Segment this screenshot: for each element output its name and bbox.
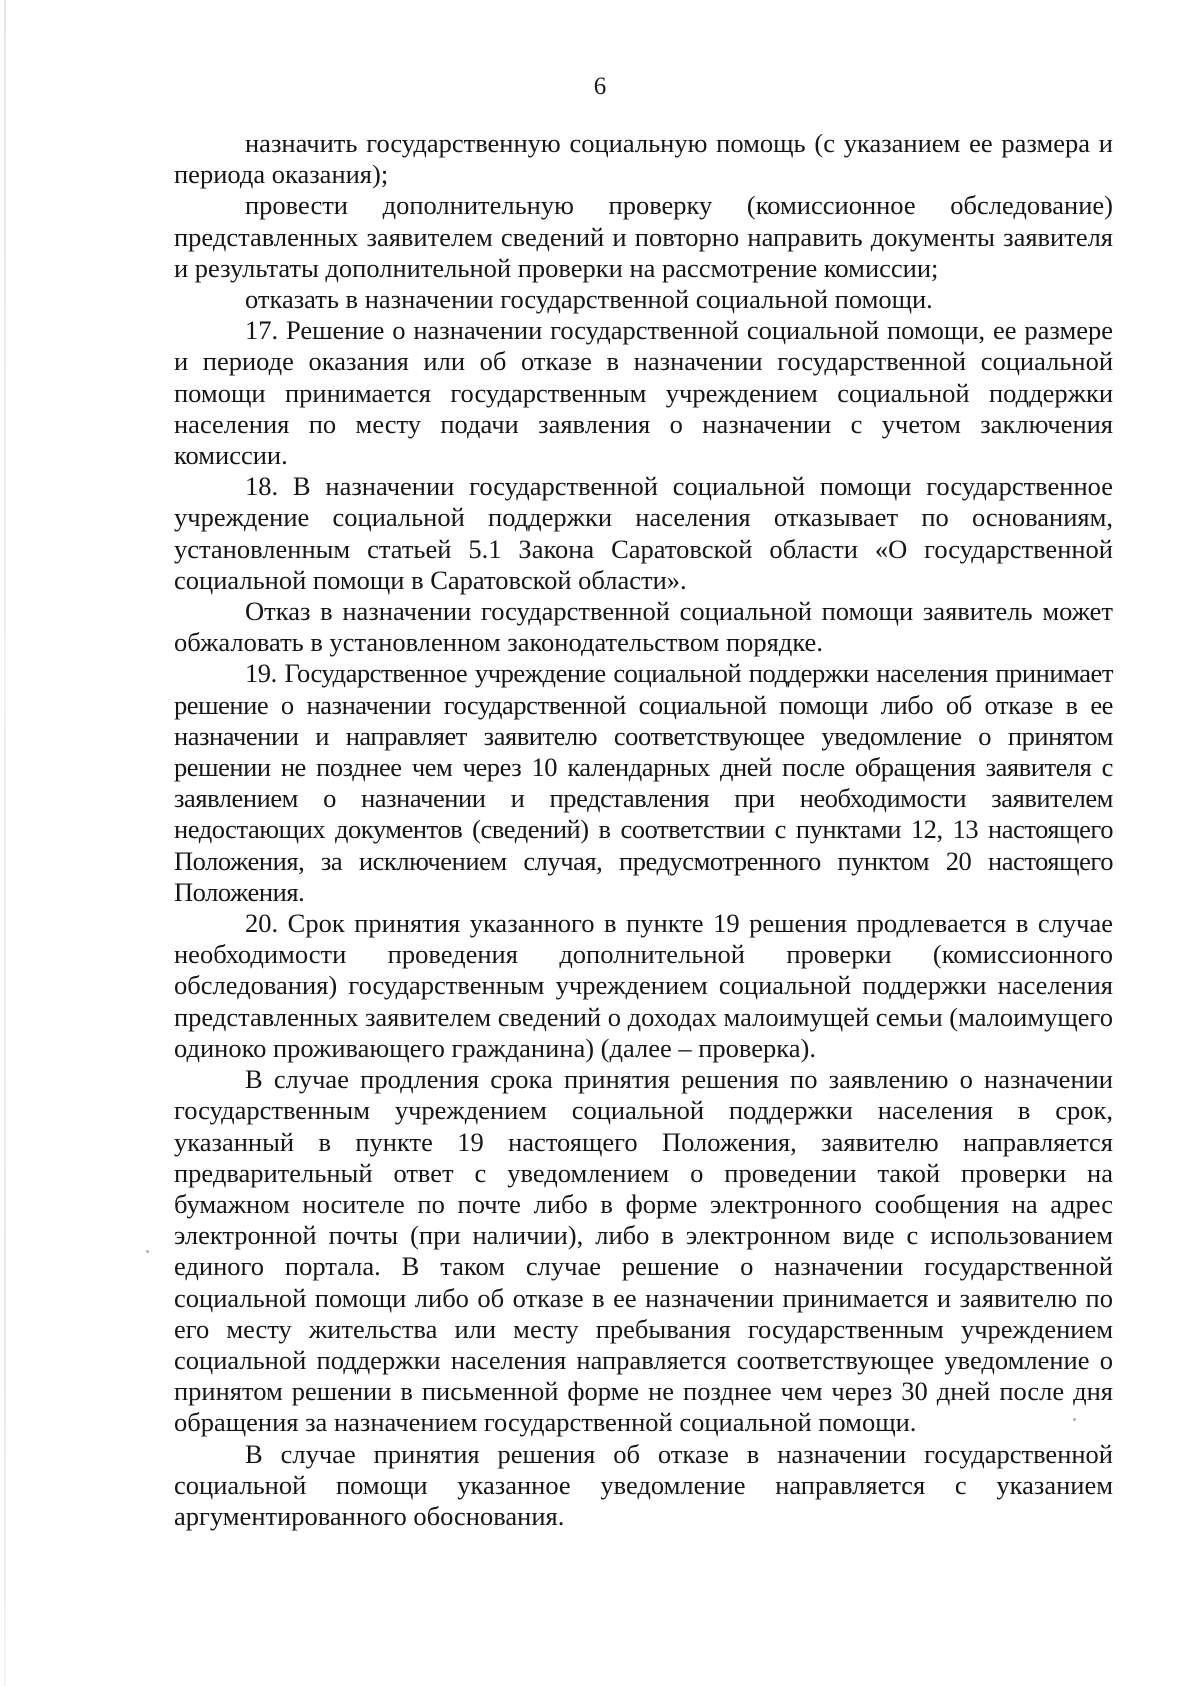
page-number: 6: [593, 73, 607, 100]
paragraph-item-19: 19. Государственное учреждение социальной поддержки населения принимает решение о назначении государственной социальной помощи либо об отказе в ее назначении и направляет заявителю соответствующее уведомление о принятом решении не позднее чем через 10 календарных дней после обращения заявителя с заявлением о назначении и представления при необходимости заявителем недостающих документов (сведений) в соответствии с пунктами 12, 13 настоящего Положения, за исключением случая, предусмотренного пунктом 20 настоящего Положения.: [174, 658, 1113, 907]
paragraph: назначить государственную социальную помощь (с указанием ее размера и периода оказания);: [174, 128, 1113, 190]
scan-edge-shadow: [4, 0, 6, 1686]
scan-speck: [1073, 1418, 1076, 1421]
document-body: [174, 128, 1113, 1532]
paragraph: В случае принятия решения об отказе в назначении государственной социальной помощи указанное уведомление направляется с указанием аргументированного обоснования.: [174, 1438, 1113, 1531]
paragraph: В случае продления срока принятия решения по заявлению о назначении государственным учреждением социальной поддержки населения в срок, указанный в пункте 19 настоящего Положения, заявителю направляется предварительный ответ с уведомлением о проведении такой проверки на бумажном носителе по почте либо в форме электронного сообщения на адрес электронной почты (при наличии), либо в электронном виде с использованием единого портала. В таком случае решение о назначении государственной социальной помощи либо об отказе в ее назначении принимается и заявителю по его месту жительства или месту пребывания государственным учреждением социальной поддержки населения направляется соответствующее уведомление о принятом решении в письменной форме не позднее чем через 30 дней после дня обращения за назначением государственной социальной помощи.: [174, 1064, 1113, 1438]
paragraph: отказать в назначении государственной социальной помощи.: [245, 284, 933, 315]
scan-speck: [146, 1250, 149, 1253]
paragraph-item-20: 20. Срок принятия указанного в пункте 19 решения продлевается в случае необходимости проведения дополнительной проверки (комиссионного обследования) государственным учреждением социальной поддержки населения представленных заявителем сведений о доходах малоимущей семьи (малоимущего одиноко проживающего гражданина) (далее – проверка).: [174, 908, 1113, 1063]
paragraph-item-17: 17. Решение о назначении государственной социальной помощи, ее размере и периоде оказания или об отказе в назначении государственной социальной помощи принимается государственным учреждением социальной поддержки населения по месту подачи заявления о назначении с учетом заключения комиссии.: [174, 315, 1113, 471]
paragraph-item-18: 18. В назначении государственной социальной помощи государственное учреждение социальной поддержки населения отказывает по основаниям, установленным статьей 5.1 Закона Саратовской области «О государственной социальной помощи в Саратовской области».: [174, 471, 1113, 595]
paragraph: Отказ в назначении государственной социальной помощи заявитель может обжаловать в установленном законодательством порядке.: [174, 596, 1113, 658]
paragraph: провести дополнительную проверку (комиссионное обследование) представленных заявителем сведений и повторно направить документы заявителя и результаты дополнительной проверки на рассмотрение комиссии;: [174, 190, 1113, 283]
